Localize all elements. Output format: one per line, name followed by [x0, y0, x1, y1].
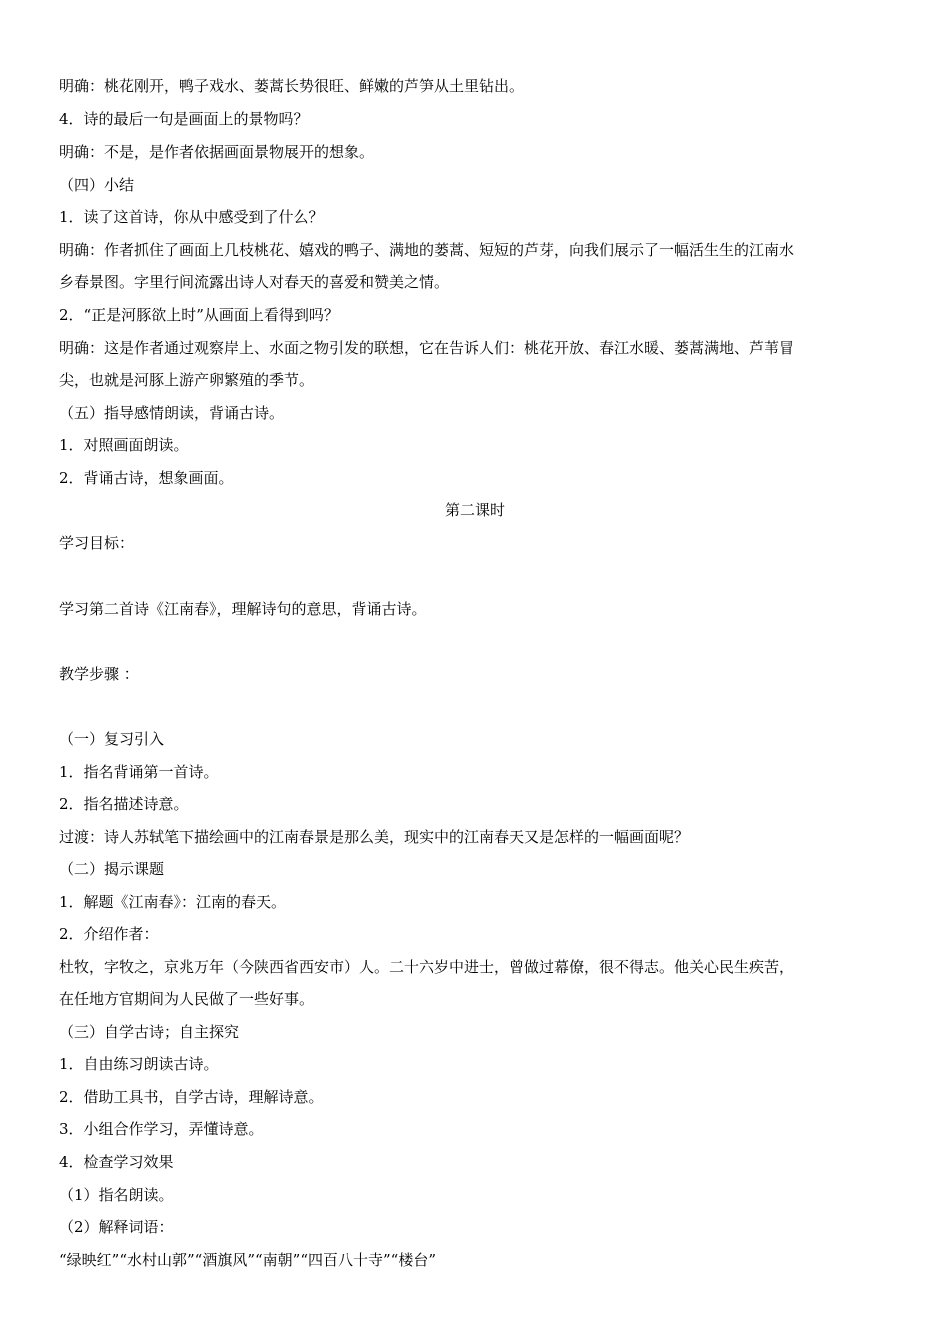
- list-item: 1．对照画面朗读。: [59, 436, 189, 454]
- section-heading: （四）小结: [59, 176, 135, 194]
- list-item: 4．检查学习效果: [59, 1153, 174, 1171]
- section-heading: （三）自学古诗；自主探究: [59, 1023, 240, 1041]
- sub-list-item: （2）解释词语：: [59, 1218, 174, 1236]
- question-item: 4．诗的最后一句是画面上的景物吗？: [59, 110, 309, 128]
- sub-list-item: （1）指名朗读。: [59, 1186, 174, 1204]
- list-item: 2．指名描述诗意。: [59, 795, 189, 813]
- text-line: 杜牧，字牧之，京兆万年（今陕西省西安市）人。二十六岁中进士，曾做过幕僚，很不得志。他关心民生疾苦，: [59, 958, 795, 976]
- text-line: 明确：作者抓住了画面上几枝桃花、嬉戏的鸭子、满地的蒌蒿、短短的芦芽，向我们展示了一幅活生生的江南水: [59, 241, 795, 259]
- question-item: 2．“正是河豚欲上时”从画面上看得到吗？: [59, 306, 339, 324]
- label: 学习目标：: [59, 534, 135, 552]
- list-item: 2．背诵古诗，想象画面。: [59, 469, 234, 487]
- list-item: 1．自由练习朗读古诗。: [59, 1055, 219, 1073]
- text-line: 尖，也就是河豚上游产卵繁殖的季节。: [59, 371, 315, 389]
- lesson-title: 第二课时: [444, 501, 505, 519]
- text-line: 明确：不是，是作者依据画面景物展开的想象。: [59, 143, 375, 161]
- question-item: 1．读了这首诗，你从中感受到了什么？: [59, 208, 324, 226]
- text-line: 在任地方官期间为人民做了一些好事。: [59, 990, 315, 1008]
- text-line: 明确：桃花刚开，鸭子戏水、蒌蒿长势很旺、鲜嫩的芦笋从土里钻出。: [59, 77, 525, 95]
- label: 教学步骤 ：: [59, 665, 139, 683]
- list-item: 1．解题《江南春》：江南的春天。: [59, 893, 287, 911]
- section-heading: （五）指导感情朗读，背诵古诗。: [59, 404, 285, 422]
- text-line: 过渡：诗人苏轼笔下描绘画中的江南春景是那么美，现实中的江南春天又是怎样的一幅画面呢？: [59, 828, 690, 846]
- vocabulary-line: “绿映红”“水村山郭”“酒旗风”“南朝”“四百八十寺”“楼台”: [59, 1251, 437, 1269]
- list-item: 2．介绍作者：: [59, 925, 159, 943]
- section-heading: （一）复习引入: [59, 730, 165, 748]
- text-line: 明确：这是作者通过观察岸上、水面之物引发的联想，它在告诉人们：桃花开放、春江水暖、蒌蒿满地、芦苇冒: [59, 339, 795, 357]
- list-item: 3．小组合作学习，弄懂诗意。: [59, 1120, 264, 1138]
- list-item: 1．指名背诵第一首诗。: [59, 763, 219, 781]
- objective-text: 学习第二首诗《江南春》，理解诗句的意思，背诵古诗。: [59, 600, 427, 618]
- list-item: 2．借助工具书，自学古诗，理解诗意。: [59, 1088, 324, 1106]
- text-line: 乡春景图。字里行间流露出诗人对春天的喜爱和赞美之情。: [59, 273, 450, 291]
- section-heading: （二）揭示课题: [59, 860, 165, 878]
